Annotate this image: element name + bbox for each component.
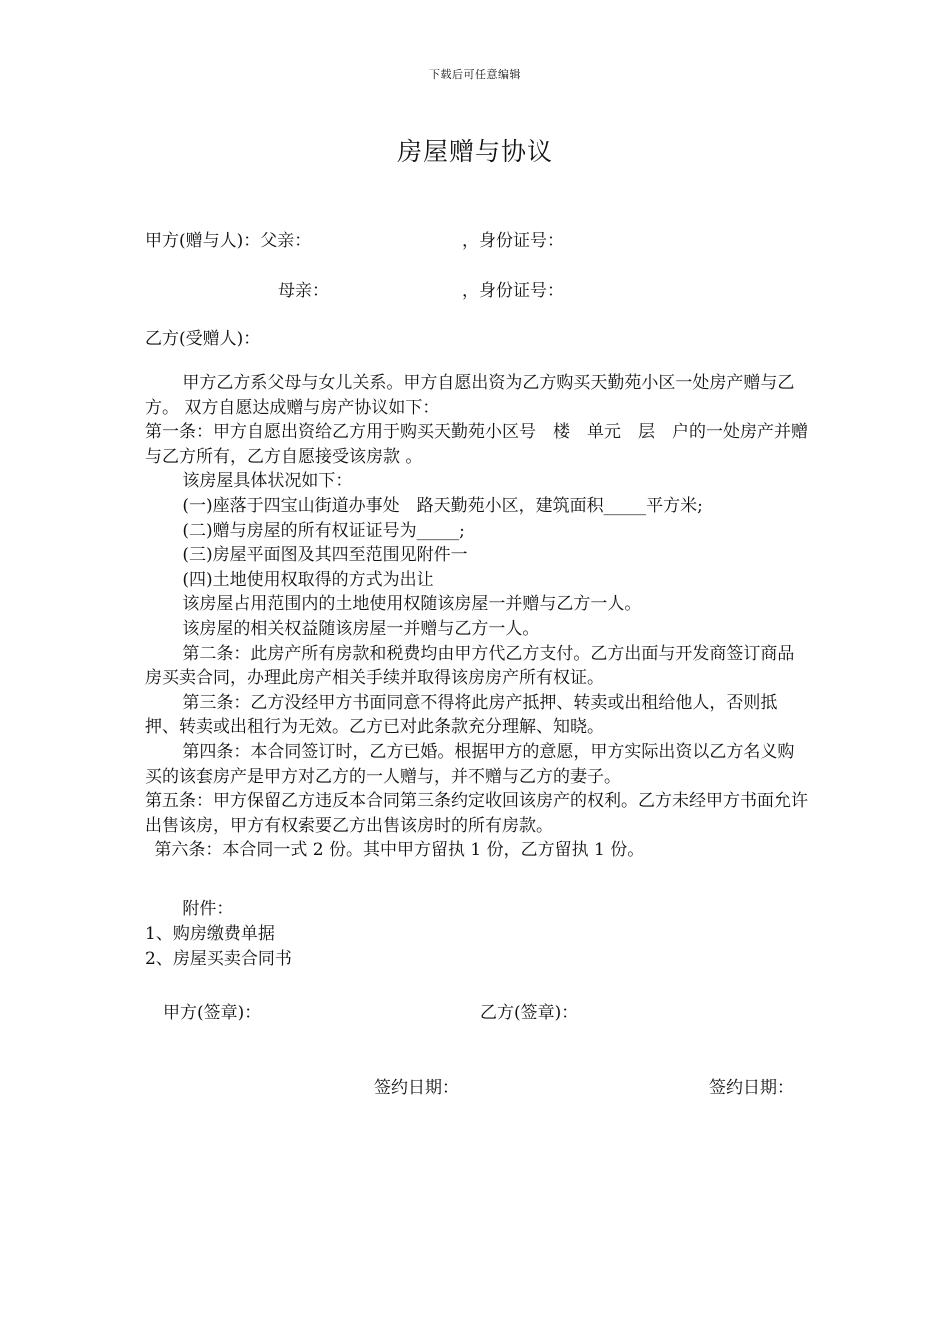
document-title: 房屋赠与协议 (396, 137, 553, 166)
article-4: 第四条：本合同签订时，乙方已婚。根据甲方的意愿，甲方实际出资以乙方名义购买的该套房产是甲方对乙方的一人赠与，并不赠与乙方的妻子。 (145, 741, 795, 787)
house-item-2: (二)赠与房屋的所有权证证号为_____; (182, 520, 465, 541)
party-a-label: 甲方(赠与人)：父亲： (145, 231, 312, 251)
party-b-date-label: 签约日期： (709, 1078, 794, 1098)
header-note: 下载后可任意编辑 (429, 68, 521, 81)
article-1: 第一条：甲方自愿出资给乙方用于购买天勤苑小区号 楼 单元 层 户的一处房产并赠与乙方所有，乙方自愿接受该房款 。 (145, 422, 808, 467)
mother-id-label: ，身份证号： (462, 281, 564, 301)
article-6: 第六条：本合同一式 2 份。其中甲方留执 1 份，乙方留执 1 份。 (154, 840, 645, 861)
intro-paragraph: 甲方乙方系父母与女儿关系。甲方自愿出资为乙方购买天勤苑小区一处房产赠与乙方。 双方自愿达成赠与房产协议如下： (145, 373, 795, 418)
house-item-1: (一)座落于四宝山街道办事处 路天勤苑小区，建筑面积_____平方米; (182, 495, 703, 516)
article-3: 第三条：乙方没经甲方书面同意不得将此房产抵押、转卖或出租给他人，否则抵押、转卖或出租行为无效。乙方已对此条款充分理解、知晓。 (145, 692, 778, 738)
attachment-item: 1、购房缴费单据 (145, 924, 275, 944)
house-item-4: (四)土地使用权取得的方式为出让 (182, 569, 434, 590)
party-a-date-label: 签约日期： (374, 1078, 459, 1098)
article-5: 第五条：甲方保留乙方违反本合同第三条约定收回该房产的权利。乙方未经甲方书面允许出售该房，甲方有权索要乙方出售该房时的所有房款。 (145, 791, 808, 836)
attachments-label: 附件： (182, 899, 234, 919)
agreement-body (145, 371, 810, 863)
mother-label: 母亲： (278, 281, 329, 301)
party-a-signature-label: 甲方(签章)： (163, 1003, 262, 1023)
related-rights-paragraph: 该房屋的相关权益随该房屋一并赠与乙方一人。 (182, 618, 540, 639)
attachment-item: 2、房屋买卖合同书 (145, 949, 292, 969)
house-item-3: (三)房屋平面图及其四至范围见附件一 (182, 545, 468, 566)
house-status-heading: 该房屋具体状况如下： (182, 471, 353, 492)
father-id-label: ，身份证号： (462, 231, 564, 251)
land-rights-paragraph: 该房屋占用范围内的土地使用权随该房屋一并赠与乙方一人。 (182, 594, 642, 615)
party-b-label: 乙方(受赠人)： (145, 329, 261, 349)
party-b-signature-label: 乙方(签章)： (480, 1003, 579, 1023)
article-2: 第二条：此房产所有房款和税费均由甲方代乙方支付。乙方出面与开发商签订商品房买卖合同，办理此房产相关手续并取得该房房产所有权证。 (145, 643, 795, 689)
attachments-section (145, 897, 292, 972)
